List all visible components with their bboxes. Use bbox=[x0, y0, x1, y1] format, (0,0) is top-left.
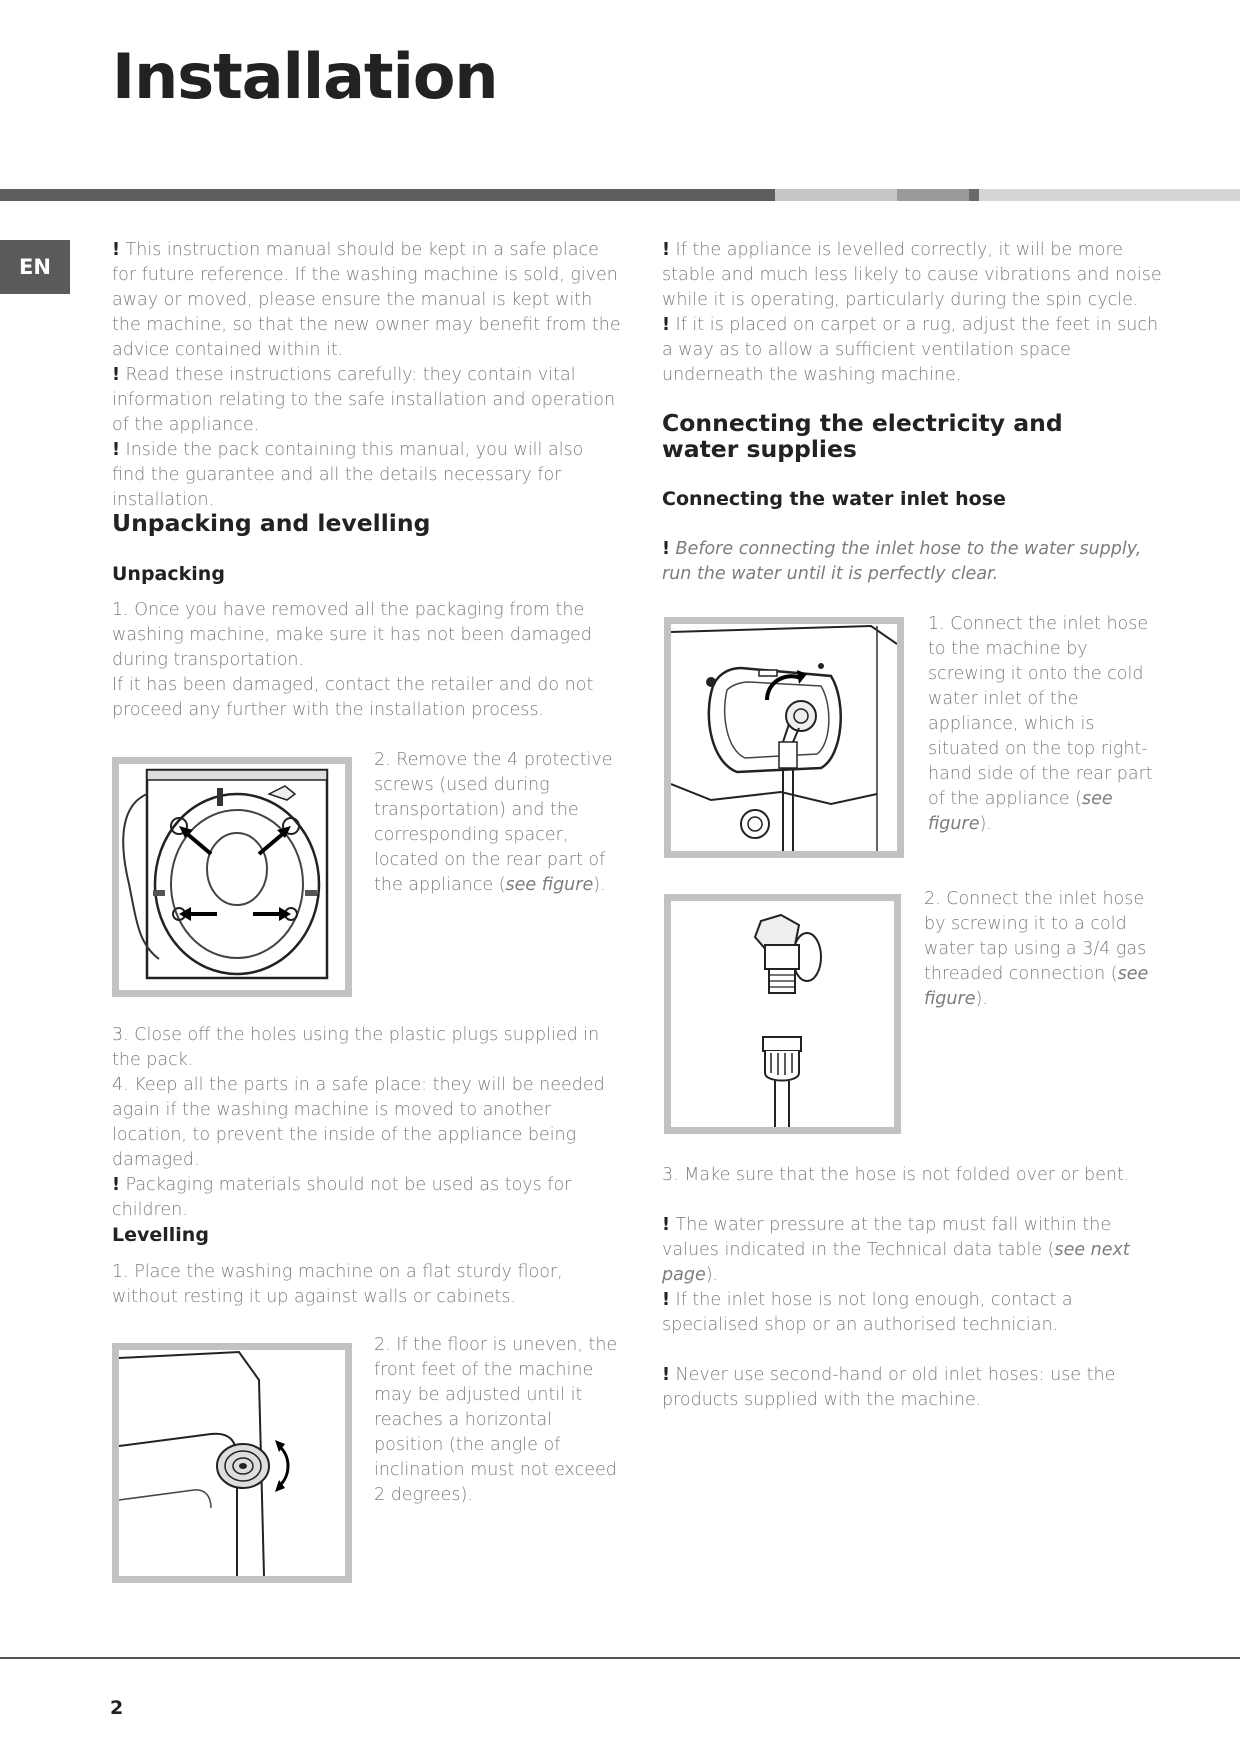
section-heading-unpacking: Unpacking and levelling bbox=[112, 509, 431, 537]
unpack-step-2: 2. Remove the 4 protective screws (used during transportation) and the corresponding spacer, located on the rear part of the appliance (see figure). bbox=[374, 750, 613, 895]
unpack-step-1: 1. Once you have removed all the packaging from the washing machine, make sure it has not been damaged during transportation. If it has been damaged, contact the retailer and do not proceed any further with the installation process. bbox=[112, 600, 594, 720]
conn-step-1: 1. Connect the inlet hose to the machine by screwing it onto the cold water inlet of the appliance, which is situated on the top right-hand side of the rear part of the appliance (see figure). bbox=[928, 614, 1153, 834]
header-bar-segment bbox=[969, 189, 979, 201]
level-step-1: 1. Place the washing machine on a flat sturdy floor, without resting it up against walls or cabinets. bbox=[112, 1262, 563, 1307]
right-intro-paragraph: ! If the appliance is levelled correctly, it will be more stable and much less likely to cause vibrations and noise while it is operating, particularly during the spin cycle. ! If it is placed on carpet or a rug, adjust the feet in such a way as to allow a sufficient ventilation space underneath the washing machine. bbox=[662, 240, 1162, 385]
footer-rule bbox=[0, 1657, 1240, 1659]
connecting-warning: ! Before connecting the inlet hose to the water supply, run the water until it is perfectly clear. bbox=[662, 539, 1142, 584]
language-tab: EN bbox=[0, 240, 70, 294]
water-tap-illustration bbox=[671, 901, 894, 1127]
header-bar-segment bbox=[979, 189, 1240, 201]
page-title: Installation bbox=[112, 40, 498, 113]
header-bar-segment bbox=[775, 189, 897, 201]
conn-step-3: 3. Make sure that the hose is not folded over or bent. bbox=[662, 1165, 1130, 1185]
figure-machine-inlet bbox=[664, 617, 904, 858]
figure-cold-water-tap bbox=[664, 894, 901, 1134]
figure-adjustable-foot bbox=[112, 1343, 352, 1583]
header-bar-segment bbox=[897, 189, 969, 201]
header-bar-segment bbox=[0, 189, 775, 201]
subheading-unpacking: Unpacking bbox=[112, 563, 225, 585]
section-heading-connecting: Connecting the electricity and water supplies bbox=[662, 409, 1063, 463]
subheading-water-inlet: Connecting the water inlet hose bbox=[662, 488, 1006, 510]
intro-paragraph: ! This instruction manual should be kept in a safe place for future reference. If the washing machine is sold, given away or moved, please ensure the manual is kept with the machine, so that the new owner may benefit from the advice contained within it. ! Read these instructions carefully: they contain vital information relating to the safe installation and operation of the appliance. ! Inside the pack containing this manual, you will also find the guarantee and all the details necessary for installation. bbox=[112, 240, 621, 510]
note-old-hoses: ! Never use second-hand or old inlet hoses: use the products supplied with the machine. bbox=[662, 1365, 1116, 1410]
rear-screws-illustration bbox=[119, 764, 345, 990]
machine-inlet-illustration bbox=[671, 624, 897, 851]
note-water-pressure: ! The water pressure at the tap must fall within the values indicated in the Technical data table (see next page). bbox=[662, 1215, 1130, 1285]
subheading-levelling: Levelling bbox=[112, 1224, 209, 1246]
conn-step-2: 2. Connect the inlet hose by screwing it to a cold water tap using a 3/4 gas threaded connection (see figure). bbox=[924, 889, 1149, 1009]
figure-rear-screws bbox=[112, 757, 352, 997]
page-number: 2 bbox=[110, 1697, 124, 1719]
unpack-steps-3-4: 3. Close off the holes using the plastic plugs supplied in the pack. 4. Keep all the parts in a safe place: they will be needed again if the washing machine is moved to another location, to prevent the inside of the appliance being damaged. ! Packaging materials should not be used as toys for children. bbox=[112, 1025, 605, 1220]
note-hose-length: ! If the inlet hose is not long enough, contact a specialised shop or an authorised technician. bbox=[662, 1290, 1073, 1335]
level-step-2: 2. If the floor is uneven, the front feet of the machine may be adjusted until it reaches a horizontal position (the angle of inclination must not exceed 2 degrees). bbox=[374, 1335, 618, 1505]
adjustable-foot-illustration bbox=[119, 1350, 345, 1576]
